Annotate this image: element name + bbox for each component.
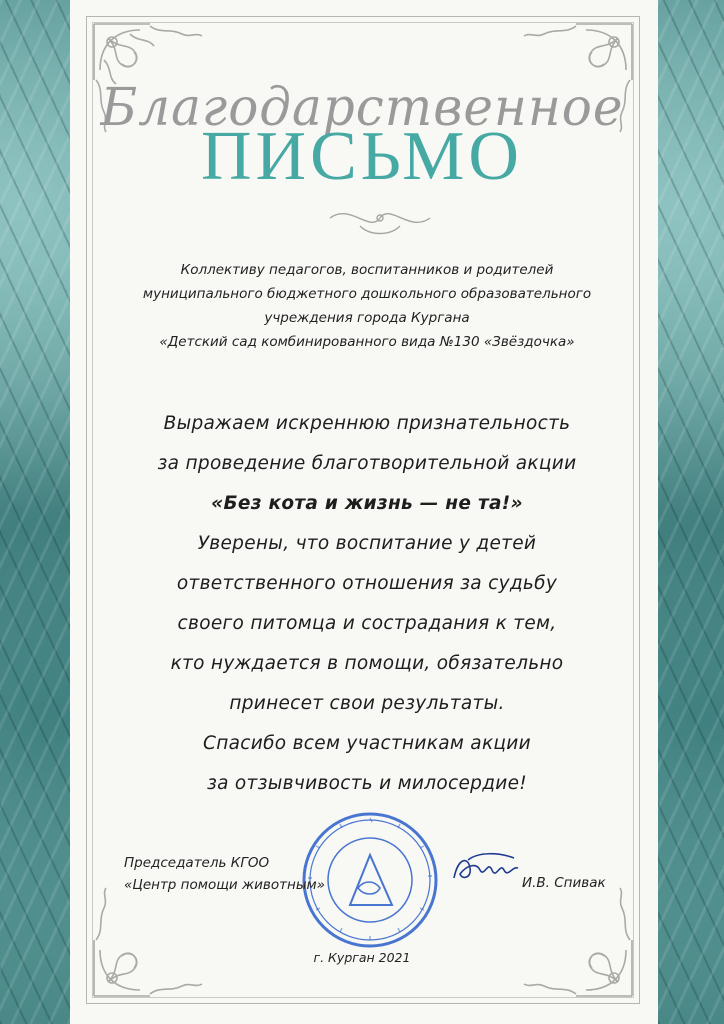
- signatory-organization: «Центр помощи животным»: [124, 877, 325, 893]
- body-line: кто нуждается в помощи, обязательно: [170, 653, 564, 674]
- addressee-line: Коллективу педагогов, воспитанников и родителей: [180, 262, 554, 278]
- campaign-name: «Без кота и жизнь — не та!»: [211, 493, 523, 514]
- signatory-name: И.В. Спивак: [522, 875, 606, 891]
- body-line: своего питомца и сострадания к тем,: [177, 613, 557, 634]
- signatory-position: [124, 852, 325, 896]
- body-line: за отзывчивость и милосердие!: [206, 773, 528, 794]
- title-main: ПИСЬМО: [201, 118, 523, 195]
- title-script: Благодарственное: [100, 76, 624, 138]
- body-line: Уверены, что воспитание у детей: [197, 533, 537, 554]
- body-line: ответственного отношения за судьбу: [176, 573, 558, 594]
- body-line: Выражаем искреннюю признательность: [163, 413, 571, 434]
- addressee-line: учреждения города Кургана: [264, 310, 470, 326]
- body-line: принесет свои результаты.: [229, 693, 505, 714]
- place-date: г. Курган 2021: [313, 950, 411, 965]
- flourish-icon: [320, 198, 440, 238]
- letter-body: [110, 404, 624, 804]
- body-line: за проведение благотворительной акции: [157, 453, 577, 474]
- signatory-title: Председатель КГОО: [124, 855, 270, 871]
- addressee-line: муниципального бюджетного дошкольного образовательного: [142, 286, 592, 302]
- addressee-line: «Детский сад комбинированного вида №130 «Звёздочка»: [159, 334, 575, 350]
- handwritten-signature: [448, 848, 528, 892]
- corner-ornament-icon: [90, 880, 210, 1000]
- corner-ornament-icon: [516, 880, 636, 1000]
- addressee-block: [110, 258, 624, 354]
- body-line: Спасибо всем участникам акции: [203, 733, 531, 754]
